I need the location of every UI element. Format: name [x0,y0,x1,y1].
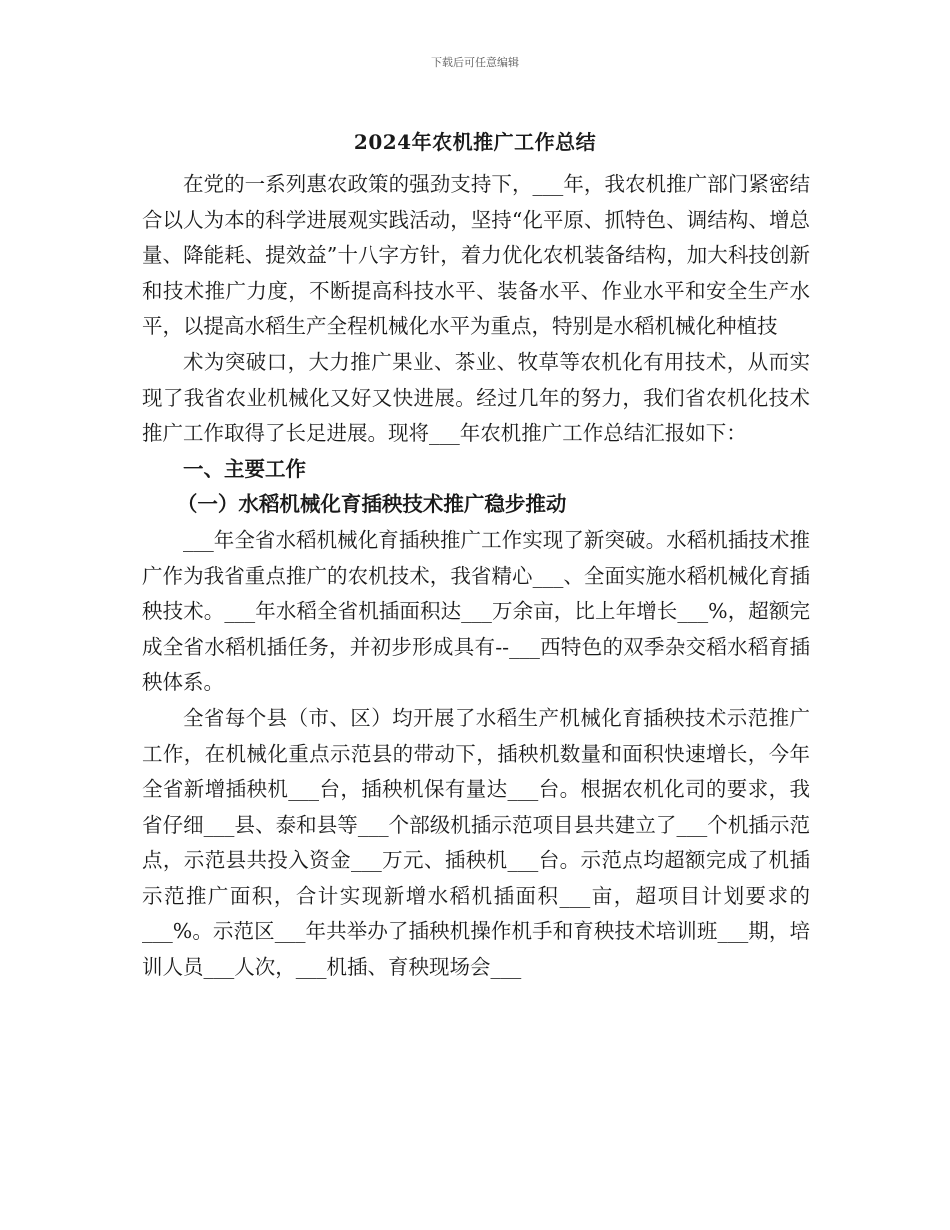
document-body [142,167,810,986]
paragraph-rice-1: ___年全省水稻机械化育插秧推广工作实现了新突破。水稻机插技术推广作为我省重点推广的农机技术，我省精心___、全面实施水稻机械化育插秧技术。___年水稻全省机插面积达___万余亩，比上年增长___%，超额完成全省水稻机插任务，并初步形成具有--___西特色的双季杂交稻水稻育插秧体系。 [142,527,810,695]
document-title: 2024年农机推广工作总结 [353,130,597,154]
paragraph-intro-1: 在党的一系列惠农政策的强劲支持下，___年，我农机推广部门紧密结合以人为本的科学进展观实践活动，坚持“化平原、抓特色、调结构、增总量、降能耗、提效益”十八字方针，着力优化农机装备结构，加大科技创新和技术推广力度，不断提高科技水平、装备水平、作业水平和安全生产水平，以提高水稻生产全程机械化水平为重点，特别是水稻机械化种植技 [142,172,810,339]
subsection-heading-rice: （一）水稻机械化育插秧技术推广稳步推动 [176,492,567,517]
paragraph-rice-2: 全省每个县（市、区）均开展了水稻生产机械化育插秧技术示范推广工作，在机械化重点示范县的带动下，插秧机数量和面积快速增长，今年全省新增插秧机___台，插秧机保有量达___台。根据农机化司的要求，我省仔细___县、泰和县等___个部级机插示范项目县共建立了___个机插示范点，示范县共投入资金___万元、插秧机___台。示范点均超额完成了机插示范推广面积，合计实现新增水稻机插面积___亩，超项目计划要求的___%。示范区___年共举办了插秧机操作机手和育秧技术培训班___期，培训人员___人次，___机插、育秧现场会___ [142,705,810,980]
paragraph-intro-2: 术为突破口，大力推广果业、茶业、牧草等农机化有用技术，从而实现了我省农业机械化又好又快进展。经过几年的努力，我们省农机化技术推广工作取得了长足进展。现将___年农机推广工作总结汇报如下： [142,349,810,446]
section-heading-main-work: 一、主要工作 [183,456,306,481]
page-header-note: 下载后可任意编辑 [431,56,519,69]
